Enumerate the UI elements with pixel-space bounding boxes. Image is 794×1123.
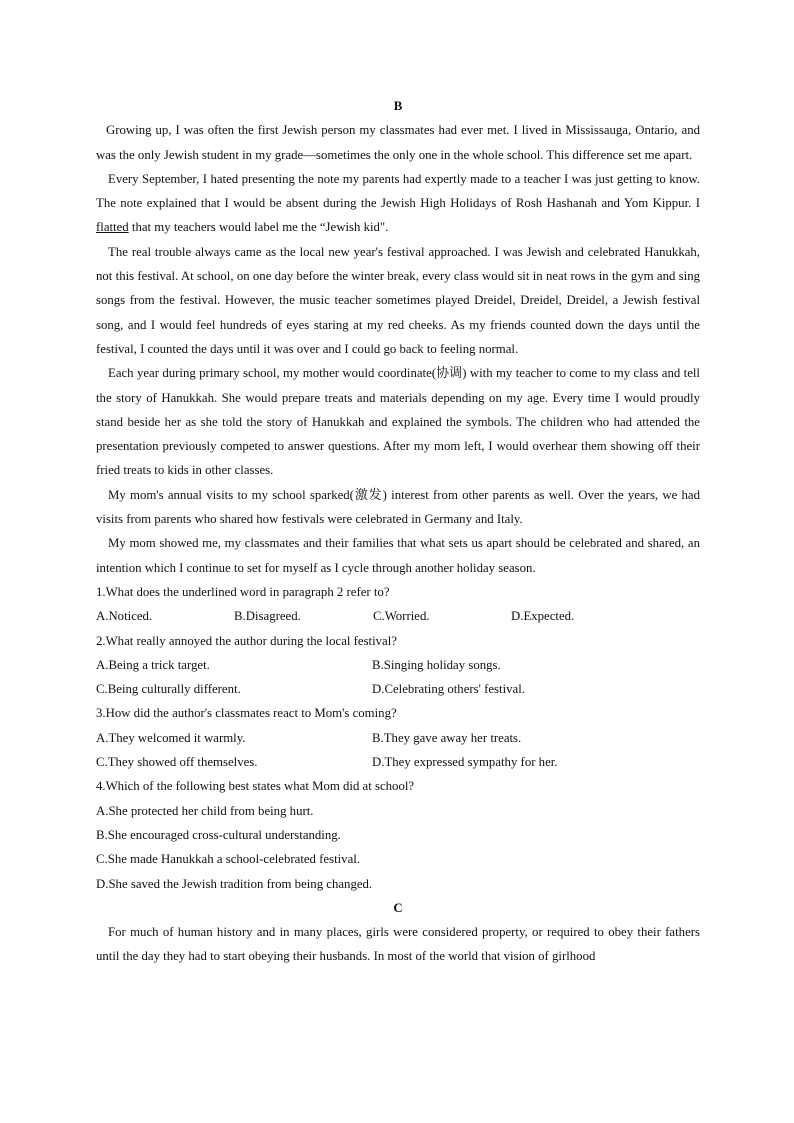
question-2-option-a: A.Being a trick target. [96,657,210,672]
section-c-paragraph-1: For much of human history and in many places, girls were considered property, or required to obey their fathers until the day they had to start obeying their husbands. In most of the world that vision of girlhood [96,925,700,964]
question-2-option-b: B.Singing holiday songs. [372,657,501,672]
paragraph-2-text-after: that my teachers would label me the “Jewish kid". [128,220,389,235]
question-2-option-c: C.Being culturally different. [96,682,241,697]
question-1-option-b: B.Disagreed. [234,609,301,624]
question-2-options-row-2 [96,677,700,701]
underlined-word: flatted [96,220,129,235]
question-1-option-a: A.Noticed. [96,609,153,624]
passage-paragraph-5: My mom's annual visits to my school sparked(激发) interest from other parents as well. Over the years, we had visits from parents who shared how festivals were celebrated in Germany and Italy. [96,487,700,527]
question-4-option-a: A.She protected her child from being hurt. [96,803,314,818]
question-3-options-row-2 [96,750,700,774]
question-1-stem: 1.What does the underlined word in paragraph 2 refer to? [96,584,390,599]
question-3-option-c: C.They showed off themselves. [96,755,258,770]
question-4-option-c: C.She made Hanukkah a school-celebrated festival. [96,852,361,867]
paragraph-2-text-before: Every September, I hated presenting the note my parents had expertly made to a teacher I was just getting to know. The note explained that I would be absent during the Jewish High Holidays of Rosh Hashanah and Yom Kippur. I [96,171,700,211]
passage-paragraph-4: Each year during primary school, my mother would coordinate(协调) with my teacher to come to my class and tell the story of Hanukkah. She would prepare treats and materials depending on my age. Every time I would proudly stand beside her as she told the story of Hanukkah and explained the symbols. The children who had attended the presentation previously competed to answer questions. After my mom left, I would overhear them showing off their fried treats to kids in other classes. [96,366,700,478]
question-4-stem: 4.Which of the following best states what Mom did at school? [96,779,415,794]
question-1-options [96,604,700,628]
question-1-option-c: C.Worried. [373,609,430,624]
section-c-title: C [393,900,403,915]
passage-paragraph-6: My mom showed me, my classmates and their families that what sets us apart should be celebrated and shared, an intention which I continue to set for myself as I cycle through another holiday season. [96,536,700,575]
question-3-option-b: B.They gave away her treats. [372,730,522,745]
question-2-option-d: D.Celebrating others' festival. [372,682,525,697]
passage-paragraph-2 [96,167,700,240]
question-2-options-row-1 [96,653,700,677]
question-4-option-d: D.She saved the Jewish tradition from being changed. [96,876,373,891]
question-4-option-b: B.She encouraged cross-cultural understanding. [96,827,341,842]
passage-paragraph-3: The real trouble always came as the local new year's festival approached. I was Jewish and celebrated Hanukkah, not this festival. At school, on one day before the winter break, every class would sit in neat rows in the gym and sing songs from the festival. However, the music teacher sometimes played Dreidel, Dreidel, Dreidel, a Jewish festival song, and I would feel hundreds of eyes staring at my red cheeks. As my friends counted down the days until the festival, I counted the days until it was over and I could go back to feeling normal. [96,244,700,356]
question-3-option-d: D.They expressed sympathy for her. [372,755,558,770]
passage-paragraph-1: Growing up, I was often the first Jewish person my classmates had ever met. I lived in Mississauga, Ontario, and was the only Jewish student in my grade—sometimes the only one in the whole school. This difference set me apart. [96,123,700,162]
document-page [96,94,700,969]
section-b-title: B [393,99,403,113]
question-3-options-row-1 [96,726,700,750]
question-1-option-d: D.Expected. [511,609,575,624]
question-3-stem: 3.How did the author's classmates react to Mom's coming? [96,706,397,721]
question-2-stem: 2.What really annoyed the author during the local festival? [96,633,397,648]
question-3-option-a: A.They welcomed it warmly. [96,730,246,745]
